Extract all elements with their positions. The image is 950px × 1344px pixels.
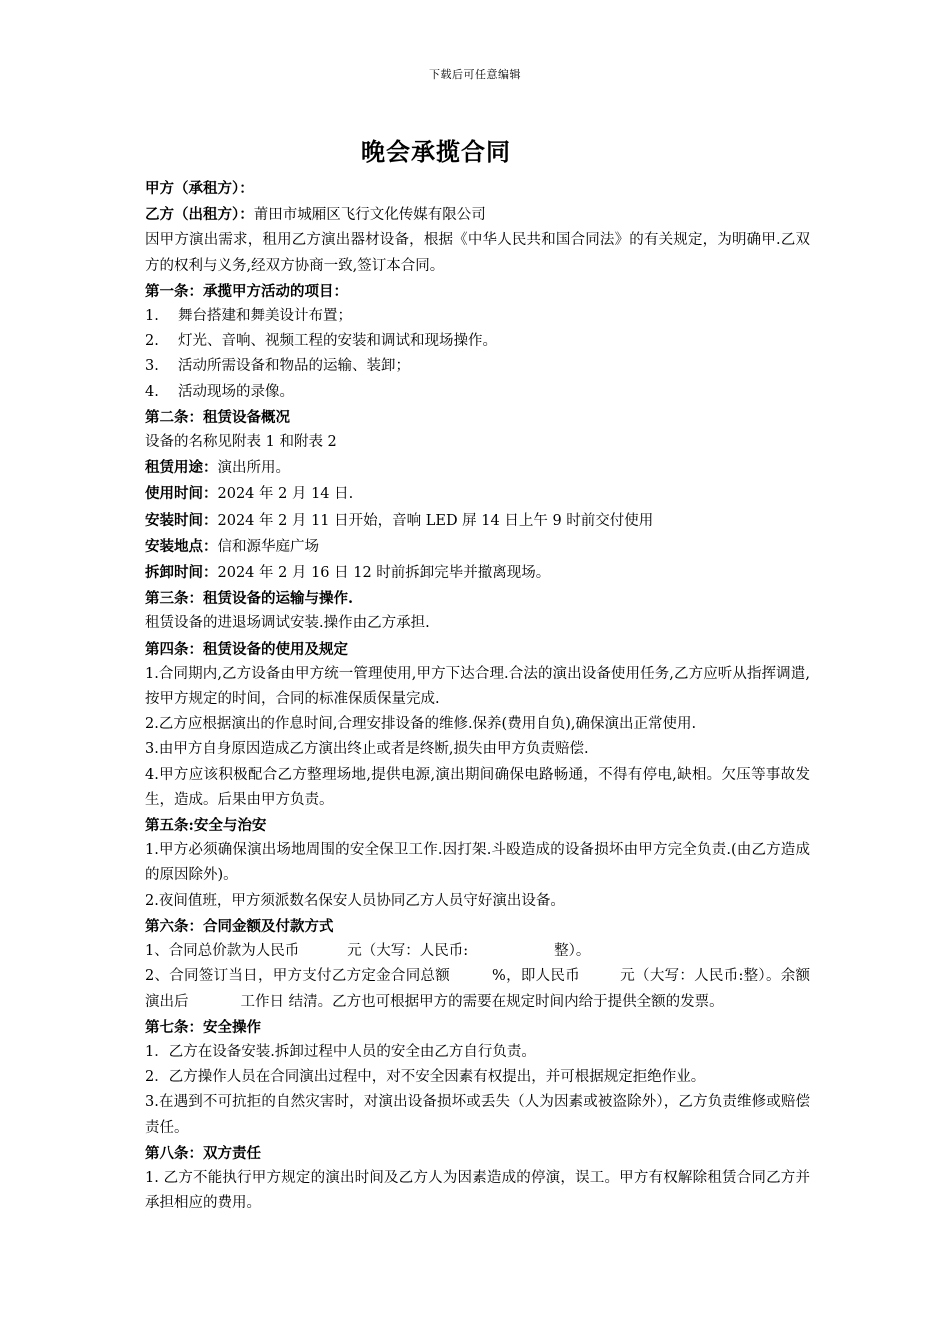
party-a-label: 甲方（承租方）： (145, 180, 254, 197)
payment-text: 整）。 (554, 943, 591, 960)
list-item-text: 灯光、音响、视频工程的安装和调试和现场操作。 (178, 333, 497, 350)
clause: 1. 乙方不能执行甲方规定的演出时间及乙方人为因素造成的停演，误工。甲方有权解除租赁合同乙方并承担相应的费用。 (145, 1169, 810, 1212)
clause: 1．乙方在设备安装.拆卸过程中人员的安全由乙方自行负责。 (145, 1043, 536, 1060)
list-item-text: 舞台搭建和舞美设计布置； (178, 308, 352, 325)
install-time-line (145, 508, 810, 534)
dismantle-label: 拆卸时间： (145, 564, 218, 582)
article-8-heading: 第八条：双方责任 (145, 1144, 261, 1162)
install-place-label: 安装地点： (145, 537, 218, 555)
payment-text: 1、合同总价款为人民币 (145, 943, 300, 960)
clause: 4.甲方应该积极配合乙方整理场地,提供电源,演出期间确保电路畅通，不得有停电,缺相。欠压等事故发生，造成。后果由甲方负责。 (145, 766, 810, 808)
clause: 1.合同期内,乙方设备由甲方统一管理使用,甲方下达合理.合法的演出设备使用任务,乙方应听从指挥调遣,按甲方规定的时间，合同的标准保质保量完成. (145, 665, 810, 708)
payment-clause-2 (145, 964, 810, 1014)
list-item (145, 329, 810, 354)
contract-body (145, 176, 810, 1216)
install-place-value: 信和源华庭广场 (217, 538, 319, 555)
article-7-heading: 第七条：安全操作 (145, 1018, 261, 1036)
list-item-number: 1. (145, 308, 159, 325)
use-time-line (145, 481, 810, 507)
install-time-label: 安装时间： (145, 511, 218, 529)
payment-text: 2、合同签订当日，甲方支付乙方定金合同总额 (145, 968, 451, 985)
payment-clause-1 (145, 939, 810, 964)
equipment-line: 设备的名称见附表 1 和附表 2 (145, 434, 337, 451)
party-b-line (145, 202, 810, 228)
list-item-number: 3. (145, 358, 159, 375)
payment-text: 工作日 结清。乙方也可根据甲方的需要在规定时间内给于提供全额的发票。 (240, 993, 724, 1010)
list-item-text: 活动所需设备和物品的运输、装卸； (178, 358, 410, 375)
clause: 2.夜间值班，甲方须派数名保安人员协同乙方人员守好演出设备。 (145, 892, 565, 909)
article-1-heading: 第一条：承揽甲方活动的项目： (145, 282, 348, 300)
clause: 1.甲方必须确保演出场地周围的安全保卫工作.因打架.斗殴造成的设备损坏由甲方完全负责.(由乙方造成的原因除外)。 (145, 842, 810, 884)
article-3-text: 租赁设备的进退场调试安装.操作由乙方承担. (145, 615, 430, 632)
header-note: 下载后可任意编辑 (429, 68, 521, 81)
list-item-number: 2. (145, 333, 159, 350)
list-item-number: 4. (145, 383, 159, 400)
list-item (145, 354, 810, 379)
list-item-text: 活动现场的录像。 (178, 383, 294, 400)
article-2-heading: 第二条：租赁设备概况 (145, 408, 290, 426)
payment-text: %，即人民币 (492, 968, 580, 985)
use-time-value: 2024 年 2 月 14 日. (217, 486, 354, 503)
install-place-line (145, 534, 810, 560)
payment-text: 整）。余额演出后 (145, 968, 810, 1010)
party-a-line (145, 176, 810, 202)
list-item (145, 304, 810, 329)
party-b-value: 莆田市城厢区飞行文化传媒有限公司 (253, 207, 486, 224)
document-title: 晚会承揽合同 (361, 137, 511, 166)
purpose-value: 演出所用。 (217, 460, 290, 477)
install-time-value: 2024 年 2 月 11 日开始，音响 LED 屏 14 日上午 9 时前交付使用 (217, 512, 654, 529)
purpose-line (145, 455, 810, 481)
article-3-heading: 第三条：租赁设备的运输与操作. (145, 590, 354, 608)
dismantle-line (145, 560, 810, 586)
list-item (145, 380, 810, 405)
use-time-label: 使用时间： (145, 485, 218, 503)
dismantle-value: 2024 年 2 月 16 日 12 时前拆卸完毕并撤离现场。 (217, 565, 551, 582)
purpose-label: 租赁用途： (145, 459, 218, 477)
article-6-heading: 第六条：合同金额及付款方式 (145, 917, 334, 935)
clause: 3.由甲方自身原因造成乙方演出终止或者是终断,损失由甲方负责赔偿. (145, 741, 589, 758)
article-5-heading: 第五条:安全与治安 (145, 817, 267, 835)
party-b-label: 乙方（出租方）： (145, 206, 254, 224)
article-4-heading: 第四条：租赁设备的使用及规定 (145, 640, 348, 658)
payment-text: 元（大写：人民币: (619, 968, 744, 985)
payment-text: 元（大写：人民币: (347, 943, 469, 960)
intro-paragraph: 因甲方演出需求，租用乙方演出器材设备，根据《中华人民共和国合同法》的有关规定，为明确甲.乙双方的权利与义务,经双方协商一致,签订本合同。 (145, 232, 810, 274)
clause: 2．乙方操作人员在合同演出过程中，对不安全因素有权提出，并可根据规定拒绝作业。 (145, 1069, 706, 1086)
clause: 3.在遇到不可抗拒的自然灾害时，对演出设备损坏或丢失（人为因素或被盗除外），乙方负责维修或赔偿责任。 (145, 1094, 810, 1136)
clause: 2.乙方应根据演出的作息时间,合理安排设备的维修.保养(费用自负),确保演出正常使用. (145, 716, 697, 733)
